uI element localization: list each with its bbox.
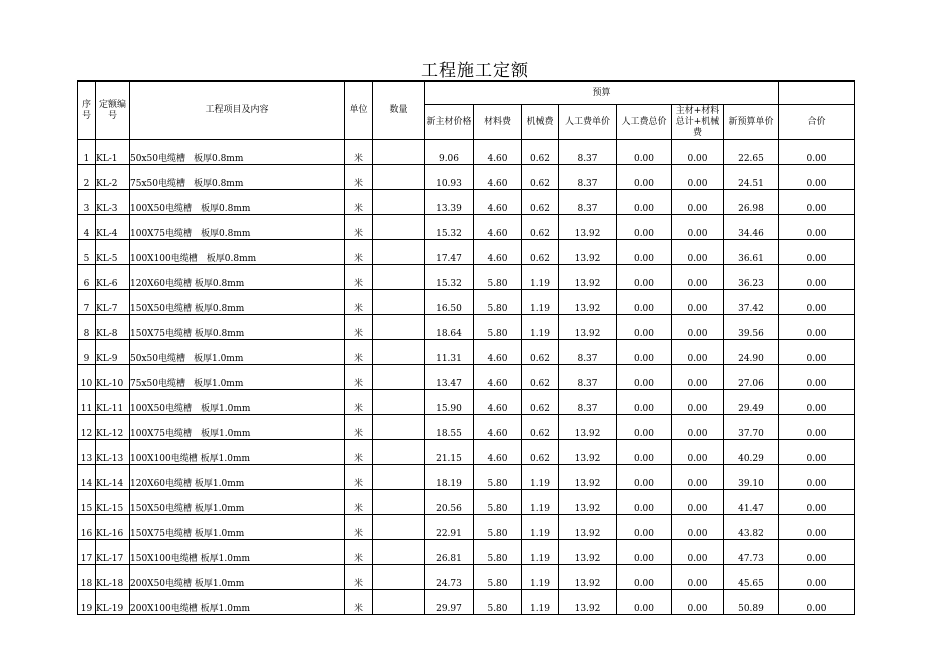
row-new-main-price: 15.90 <box>425 390 474 415</box>
row-item: 100X50电缆槽 板厚1.0mm <box>130 390 345 415</box>
row-qty <box>373 465 425 490</box>
row-item: 150X100电缆槽 板厚1.0mm <box>130 540 345 565</box>
row-new-main-price: 21.15 <box>425 440 474 465</box>
row-labor-unit: 13.92 <box>559 490 617 515</box>
row-main-material-machine-total: 0.00 <box>672 290 724 315</box>
row-qty <box>373 240 425 265</box>
row-new-budget-unit: 39.56 <box>724 315 779 340</box>
quota-table <box>77 80 855 615</box>
row-qty <box>373 515 425 540</box>
row-code: KL-12 <box>96 415 130 440</box>
row-item: 50x50电缆槽 板厚0.8mm <box>130 140 345 165</box>
row-new-main-price: 9.06 <box>425 140 474 165</box>
row-unit: 米 <box>345 540 373 565</box>
row-code: KL-13 <box>96 440 130 465</box>
header-row-1 <box>78 81 855 105</box>
header-new-main-price: 新主材价格 <box>425 105 474 140</box>
row-labor-unit: 13.92 <box>559 465 617 490</box>
row-labor-total: 0.00 <box>617 540 672 565</box>
page-title: 工程施工定额 <box>421 61 529 81</box>
header-labor-total: 人工费总价 <box>617 105 672 140</box>
row-new-main-price: 29.97 <box>425 590 474 615</box>
row-item: 150X75电缆槽 板厚1.0mm <box>130 515 345 540</box>
row-machine-fee: 1.19 <box>522 290 559 315</box>
row-new-main-price: 24.73 <box>425 565 474 590</box>
header-code: 定额编号 <box>96 81 130 140</box>
row-code: KL-8 <box>96 315 130 340</box>
header-new-budget-unit: 新预算单价 <box>724 105 779 140</box>
row-total: 0.00 <box>779 215 855 240</box>
row-main-material-machine-total: 0.00 <box>672 590 724 615</box>
row-new-budget-unit: 27.06 <box>724 365 779 390</box>
row-item: 75x50电缆槽 板厚0.8mm <box>130 165 345 190</box>
row-item: 120X60电缆槽 板厚0.8mm <box>130 265 345 290</box>
row-main-material-machine-total: 0.00 <box>672 165 724 190</box>
row-total: 0.00 <box>779 140 855 165</box>
row-material-fee: 4.60 <box>474 365 522 390</box>
row-item: 150X75电缆槽 板厚0.8mm <box>130 315 345 340</box>
row-labor-unit: 8.37 <box>559 390 617 415</box>
row-labor-total: 0.00 <box>617 340 672 365</box>
row-code: KL-4 <box>96 215 130 240</box>
row-seq: 6 <box>78 265 96 290</box>
row-labor-unit: 13.92 <box>559 440 617 465</box>
row-labor-unit: 13.92 <box>559 215 617 240</box>
row-unit: 米 <box>345 340 373 365</box>
row-new-budget-unit: 50.89 <box>724 590 779 615</box>
row-machine-fee: 1.19 <box>522 540 559 565</box>
row-total: 0.00 <box>779 565 855 590</box>
row-machine-fee: 0.62 <box>522 240 559 265</box>
row-machine-fee: 0.62 <box>522 215 559 240</box>
table-row <box>78 215 855 240</box>
row-new-budget-unit: 29.49 <box>724 390 779 415</box>
row-seq: 5 <box>78 240 96 265</box>
table-row <box>78 390 855 415</box>
row-material-fee: 5.80 <box>474 290 522 315</box>
row-machine-fee: 0.62 <box>522 390 559 415</box>
row-main-material-machine-total: 0.00 <box>672 140 724 165</box>
row-new-main-price: 17.47 <box>425 240 474 265</box>
table-row <box>78 565 855 590</box>
row-seq: 12 <box>78 415 96 440</box>
row-new-main-price: 10.93 <box>425 165 474 190</box>
row-material-fee: 4.60 <box>474 390 522 415</box>
row-new-budget-unit: 34.46 <box>724 215 779 240</box>
row-main-material-machine-total: 0.00 <box>672 315 724 340</box>
row-qty <box>373 315 425 340</box>
row-qty <box>373 565 425 590</box>
row-item: 100X100电缆槽 板厚0.8mm <box>130 240 345 265</box>
row-seq: 13 <box>78 440 96 465</box>
row-machine-fee: 1.19 <box>522 515 559 540</box>
row-main-material-machine-total: 0.00 <box>672 190 724 215</box>
row-new-budget-unit: 40.29 <box>724 440 779 465</box>
row-new-budget-unit: 47.73 <box>724 540 779 565</box>
row-unit: 米 <box>345 415 373 440</box>
row-code: KL-16 <box>96 515 130 540</box>
row-labor-unit: 13.92 <box>559 315 617 340</box>
row-qty <box>373 540 425 565</box>
table-row <box>78 140 855 165</box>
row-new-main-price: 11.31 <box>425 340 474 365</box>
table-row <box>78 440 855 465</box>
row-labor-unit: 13.92 <box>559 590 617 615</box>
row-code: KL-15 <box>96 490 130 515</box>
row-new-budget-unit: 26.98 <box>724 190 779 215</box>
row-code: KL-18 <box>96 565 130 590</box>
row-new-main-price: 15.32 <box>425 215 474 240</box>
row-item: 50x50电缆槽 板厚1.0mm <box>130 340 345 365</box>
row-seq: 19 <box>78 590 96 615</box>
row-main-material-machine-total: 0.00 <box>672 490 724 515</box>
row-code: KL-7 <box>96 290 130 315</box>
row-labor-unit: 13.92 <box>559 415 617 440</box>
row-total: 0.00 <box>779 165 855 190</box>
row-seq: 10 <box>78 365 96 390</box>
row-labor-unit: 8.37 <box>559 140 617 165</box>
row-seq: 2 <box>78 165 96 190</box>
table-row <box>78 340 855 365</box>
row-labor-unit: 8.37 <box>559 340 617 365</box>
row-machine-fee: 0.62 <box>522 140 559 165</box>
row-qty <box>373 165 425 190</box>
row-total: 0.00 <box>779 440 855 465</box>
header-seq: 序号 <box>78 81 96 140</box>
row-labor-total: 0.00 <box>617 390 672 415</box>
row-seq: 7 <box>78 290 96 315</box>
row-item: 150X50电缆槽 板厚0.8mm <box>130 290 345 315</box>
row-code: KL-14 <box>96 465 130 490</box>
row-item: 150X50电缆槽 板厚1.0mm <box>130 490 345 515</box>
row-material-fee: 4.60 <box>474 165 522 190</box>
row-total: 0.00 <box>779 415 855 440</box>
row-new-budget-unit: 39.10 <box>724 465 779 490</box>
row-labor-total: 0.00 <box>617 165 672 190</box>
row-labor-total: 0.00 <box>617 290 672 315</box>
row-main-material-machine-total: 0.00 <box>672 390 724 415</box>
row-seq: 4 <box>78 215 96 240</box>
row-labor-total: 0.00 <box>617 315 672 340</box>
row-material-fee: 4.60 <box>474 190 522 215</box>
header-qty: 数量 <box>373 81 425 140</box>
row-main-material-machine-total: 0.00 <box>672 415 724 440</box>
row-new-budget-unit: 24.51 <box>724 165 779 190</box>
row-labor-unit: 8.37 <box>559 365 617 390</box>
row-labor-total: 0.00 <box>617 590 672 615</box>
row-unit: 米 <box>345 565 373 590</box>
row-material-fee: 5.80 <box>474 590 522 615</box>
row-code: KL-10 <box>96 365 130 390</box>
row-total: 0.00 <box>779 390 855 415</box>
header-item: 工程项目及内容 <box>130 81 345 140</box>
row-machine-fee: 0.62 <box>522 190 559 215</box>
row-qty <box>373 290 425 315</box>
row-labor-total: 0.00 <box>617 215 672 240</box>
row-unit: 米 <box>345 365 373 390</box>
row-seq: 15 <box>78 490 96 515</box>
row-main-material-machine-total: 0.00 <box>672 340 724 365</box>
row-main-material-machine-total: 0.00 <box>672 540 724 565</box>
row-unit: 米 <box>345 290 373 315</box>
row-labor-total: 0.00 <box>617 190 672 215</box>
table-row <box>78 515 855 540</box>
row-main-material-machine-total: 0.00 <box>672 365 724 390</box>
row-material-fee: 5.80 <box>474 465 522 490</box>
row-material-fee: 4.60 <box>474 215 522 240</box>
row-material-fee: 5.80 <box>474 490 522 515</box>
row-new-main-price: 13.47 <box>425 365 474 390</box>
table-row <box>78 415 855 440</box>
row-total: 0.00 <box>779 365 855 390</box>
row-material-fee: 4.60 <box>474 240 522 265</box>
row-material-fee: 4.60 <box>474 440 522 465</box>
row-item: 100X100电缆槽 板厚1.0mm <box>130 440 345 465</box>
row-new-budget-unit: 36.23 <box>724 265 779 290</box>
row-seq: 3 <box>78 190 96 215</box>
row-unit: 米 <box>345 215 373 240</box>
row-qty <box>373 590 425 615</box>
table-row <box>78 165 855 190</box>
table-row <box>78 290 855 315</box>
row-labor-unit: 13.92 <box>559 290 617 315</box>
row-qty <box>373 215 425 240</box>
row-main-material-machine-total: 0.00 <box>672 465 724 490</box>
header-budget: 预算 <box>425 81 779 105</box>
row-material-fee: 4.60 <box>474 140 522 165</box>
row-labor-unit: 13.92 <box>559 565 617 590</box>
row-seq: 11 <box>78 390 96 415</box>
row-seq: 18 <box>78 565 96 590</box>
row-new-budget-unit: 37.70 <box>724 415 779 440</box>
header-total: 合价 <box>779 105 855 140</box>
row-labor-total: 0.00 <box>617 465 672 490</box>
row-new-main-price: 16.50 <box>425 290 474 315</box>
row-code: KL-6 <box>96 265 130 290</box>
table-row <box>78 540 855 565</box>
row-unit: 米 <box>345 140 373 165</box>
row-total: 0.00 <box>779 515 855 540</box>
row-labor-total: 0.00 <box>617 565 672 590</box>
row-unit: 米 <box>345 315 373 340</box>
row-seq: 1 <box>78 140 96 165</box>
row-material-fee: 5.80 <box>474 565 522 590</box>
header-unit: 单位 <box>345 81 373 140</box>
row-code: KL-17 <box>96 540 130 565</box>
row-machine-fee: 0.62 <box>522 365 559 390</box>
row-total: 0.00 <box>779 540 855 565</box>
row-code: KL-11 <box>96 390 130 415</box>
table-row <box>78 315 855 340</box>
row-seq: 14 <box>78 465 96 490</box>
row-total: 0.00 <box>779 240 855 265</box>
row-new-main-price: 22.91 <box>425 515 474 540</box>
row-machine-fee: 0.62 <box>522 340 559 365</box>
row-qty <box>373 390 425 415</box>
row-qty <box>373 190 425 215</box>
row-code: KL-3 <box>96 190 130 215</box>
row-machine-fee: 0.62 <box>522 165 559 190</box>
row-material-fee: 4.60 <box>474 415 522 440</box>
table-row <box>78 490 855 515</box>
row-qty <box>373 265 425 290</box>
row-labor-total: 0.00 <box>617 515 672 540</box>
table-row <box>78 190 855 215</box>
row-machine-fee: 1.19 <box>522 315 559 340</box>
row-labor-total: 0.00 <box>617 240 672 265</box>
row-labor-total: 0.00 <box>617 365 672 390</box>
row-seq: 17 <box>78 540 96 565</box>
row-machine-fee: 0.62 <box>522 415 559 440</box>
row-new-budget-unit: 45.65 <box>724 565 779 590</box>
row-labor-unit: 8.37 <box>559 190 617 215</box>
table-row <box>78 265 855 290</box>
row-unit: 米 <box>345 440 373 465</box>
row-unit: 米 <box>345 465 373 490</box>
row-labor-unit: 8.37 <box>559 165 617 190</box>
row-qty <box>373 440 425 465</box>
row-total: 0.00 <box>779 190 855 215</box>
row-new-main-price: 26.81 <box>425 540 474 565</box>
table-row <box>78 465 855 490</box>
row-qty <box>373 365 425 390</box>
row-machine-fee: 1.19 <box>522 590 559 615</box>
row-item: 200X100电缆槽 板厚1.0mm <box>130 590 345 615</box>
row-material-fee: 5.80 <box>474 515 522 540</box>
row-total: 0.00 <box>779 465 855 490</box>
row-machine-fee: 1.19 <box>522 265 559 290</box>
row-labor-total: 0.00 <box>617 140 672 165</box>
row-total: 0.00 <box>779 590 855 615</box>
row-code: KL-5 <box>96 240 130 265</box>
row-labor-unit: 13.92 <box>559 515 617 540</box>
row-new-main-price: 18.55 <box>425 415 474 440</box>
row-unit: 米 <box>345 390 373 415</box>
row-new-main-price: 13.39 <box>425 190 474 215</box>
row-item: 100X75电缆槽 板厚1.0mm <box>130 415 345 440</box>
row-material-fee: 4.60 <box>474 340 522 365</box>
row-main-material-machine-total: 0.00 <box>672 215 724 240</box>
row-unit: 米 <box>345 515 373 540</box>
row-labor-unit: 13.92 <box>559 540 617 565</box>
row-main-material-machine-total: 0.00 <box>672 240 724 265</box>
row-main-material-machine-total: 0.00 <box>672 515 724 540</box>
row-new-budget-unit: 24.90 <box>724 340 779 365</box>
row-seq: 8 <box>78 315 96 340</box>
row-new-main-price: 15.32 <box>425 265 474 290</box>
row-machine-fee: 1.19 <box>522 565 559 590</box>
row-labor-total: 0.00 <box>617 415 672 440</box>
row-unit: 米 <box>345 490 373 515</box>
row-total: 0.00 <box>779 315 855 340</box>
header-labor-unit: 人工费单价 <box>559 105 617 140</box>
row-unit: 米 <box>345 240 373 265</box>
row-code: KL-1 <box>96 140 130 165</box>
row-labor-total: 0.00 <box>617 440 672 465</box>
header-blank <box>779 81 855 105</box>
row-item: 100X50电缆槽 板厚0.8mm <box>130 190 345 215</box>
row-new-budget-unit: 41.47 <box>724 490 779 515</box>
table-row <box>78 365 855 390</box>
row-code: KL-9 <box>96 340 130 365</box>
row-total: 0.00 <box>779 265 855 290</box>
row-material-fee: 5.80 <box>474 265 522 290</box>
row-new-main-price: 20.56 <box>425 490 474 515</box>
row-seq: 9 <box>78 340 96 365</box>
row-new-budget-unit: 22.65 <box>724 140 779 165</box>
row-qty <box>373 140 425 165</box>
row-item: 100X75电缆槽 板厚0.8mm <box>130 215 345 240</box>
row-code: KL-19 <box>96 590 130 615</box>
row-new-main-price: 18.64 <box>425 315 474 340</box>
row-code: KL-2 <box>96 165 130 190</box>
row-item: 75x50电缆槽 板厚1.0mm <box>130 365 345 390</box>
header-main-material-machine-total: 主材+材料总计+机械费 <box>672 105 724 140</box>
row-labor-total: 0.00 <box>617 490 672 515</box>
header-material-fee: 材料费 <box>474 105 522 140</box>
header-machine-fee: 机械费 <box>522 105 559 140</box>
row-unit: 米 <box>345 590 373 615</box>
row-machine-fee: 1.19 <box>522 465 559 490</box>
table-row <box>78 240 855 265</box>
row-item: 120X60电缆槽 板厚1.0mm <box>130 465 345 490</box>
row-material-fee: 5.80 <box>474 315 522 340</box>
row-main-material-machine-total: 0.00 <box>672 440 724 465</box>
row-new-budget-unit: 43.82 <box>724 515 779 540</box>
row-machine-fee: 1.19 <box>522 490 559 515</box>
row-total: 0.00 <box>779 290 855 315</box>
row-new-main-price: 18.19 <box>425 465 474 490</box>
row-machine-fee: 0.62 <box>522 440 559 465</box>
row-unit: 米 <box>345 165 373 190</box>
row-qty <box>373 490 425 515</box>
row-qty <box>373 415 425 440</box>
row-new-budget-unit: 36.61 <box>724 240 779 265</box>
row-labor-unit: 13.92 <box>559 240 617 265</box>
row-labor-total: 0.00 <box>617 265 672 290</box>
table-row <box>78 590 855 615</box>
row-seq: 16 <box>78 515 96 540</box>
row-labor-unit: 13.92 <box>559 265 617 290</box>
row-unit: 米 <box>345 265 373 290</box>
row-material-fee: 5.80 <box>474 540 522 565</box>
row-qty <box>373 340 425 365</box>
row-total: 0.00 <box>779 340 855 365</box>
row-unit: 米 <box>345 190 373 215</box>
row-main-material-machine-total: 0.00 <box>672 565 724 590</box>
row-new-budget-unit: 37.42 <box>724 290 779 315</box>
row-main-material-machine-total: 0.00 <box>672 265 724 290</box>
row-item: 200X50电缆槽 板厚1.0mm <box>130 565 345 590</box>
row-total: 0.00 <box>779 490 855 515</box>
